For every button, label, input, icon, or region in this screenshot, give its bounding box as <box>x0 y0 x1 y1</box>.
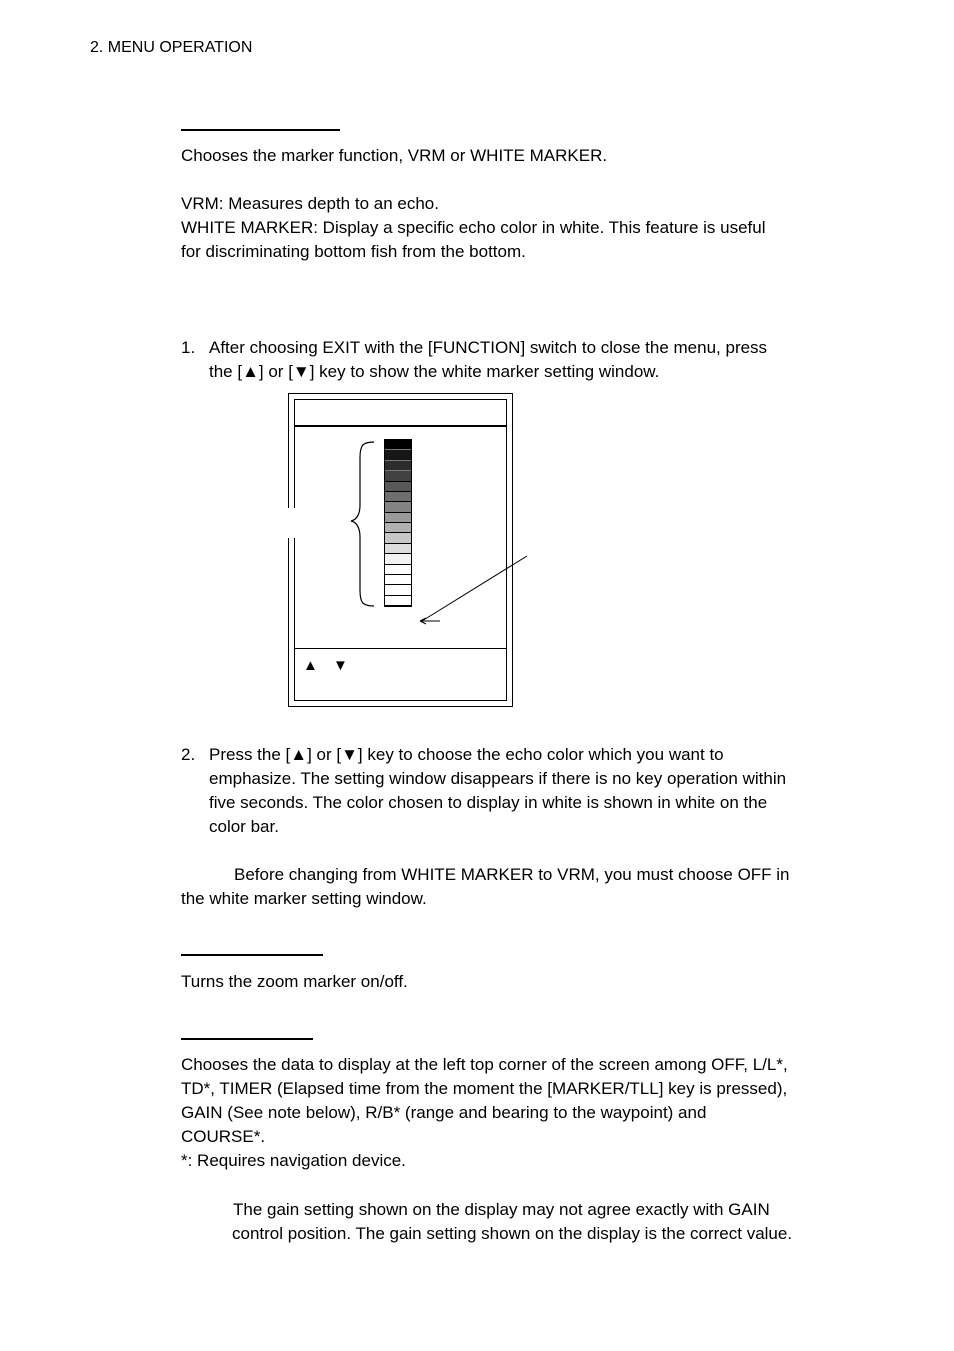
step2-line-4: color bar. <box>209 817 279 836</box>
note2-line-1: The gain setting shown on the display may not agree exactly with GAIN <box>233 1200 770 1219</box>
callout-line <box>422 556 527 621</box>
step2-line-1: Press the [▲] or [▼] key to choose the echo color which you want to <box>209 745 724 764</box>
color-range-brace <box>351 442 374 606</box>
data-line-2: TD*, TIMER (Elapsed time from the moment the [MARKER/TLL] key is pressed), <box>181 1079 788 1098</box>
section-header: 2. MENU OPERATION <box>90 39 253 56</box>
step1-line-1: After choosing EXIT with the [FUNCTION] switch to close the menu, press <box>209 338 768 357</box>
white-marker-description-1: WHITE MARKER: Display a specific echo color in white. This feature is useful <box>181 218 766 237</box>
note1-line-1: Before changing from WHITE MARKER to VRM, you must choose OFF in <box>234 865 790 884</box>
down-key-symbol: ▼ <box>333 657 348 674</box>
note2-line-2: control position. The gain setting shown on the display is the correct value. <box>232 1224 793 1243</box>
note1-line-2: the white marker setting window. <box>181 889 427 908</box>
marker-description: Chooses the marker function, VRM or WHITE MARKER. <box>181 146 608 165</box>
data-line-5: *: Requires navigation device. <box>181 1151 406 1170</box>
step2-line-3: five seconds. The color chosen to display in white is shown in white on the <box>209 793 768 812</box>
heading-rule-zoom <box>181 954 323 956</box>
up-key-symbol: ▲ <box>303 657 318 674</box>
vrm-description: VRM: Measures depth to an echo. <box>181 194 439 213</box>
step1-number: 1. <box>181 338 196 357</box>
heading-rule-data <box>181 1038 313 1040</box>
data-line-1: Chooses the data to display at the left top corner of the screen among OFF, L/L*, <box>181 1055 788 1074</box>
step2-number: 2. <box>181 745 196 764</box>
white-marker-description-2: for discriminating bottom fish from the bottom. <box>181 242 526 261</box>
step2-line-2: emphasize. The setting window disappears if there is no key operation within <box>209 769 787 788</box>
zoom-description: Turns the zoom marker on/off. <box>181 972 408 991</box>
data-line-3: GAIN (See note below), R/B* (range and bearing to the waypoint) and <box>181 1103 707 1122</box>
data-line-4: COURSE*. <box>181 1127 266 1146</box>
step1-line-2: the [▲] or [▼] key to show the white marker setting window. <box>209 362 660 381</box>
